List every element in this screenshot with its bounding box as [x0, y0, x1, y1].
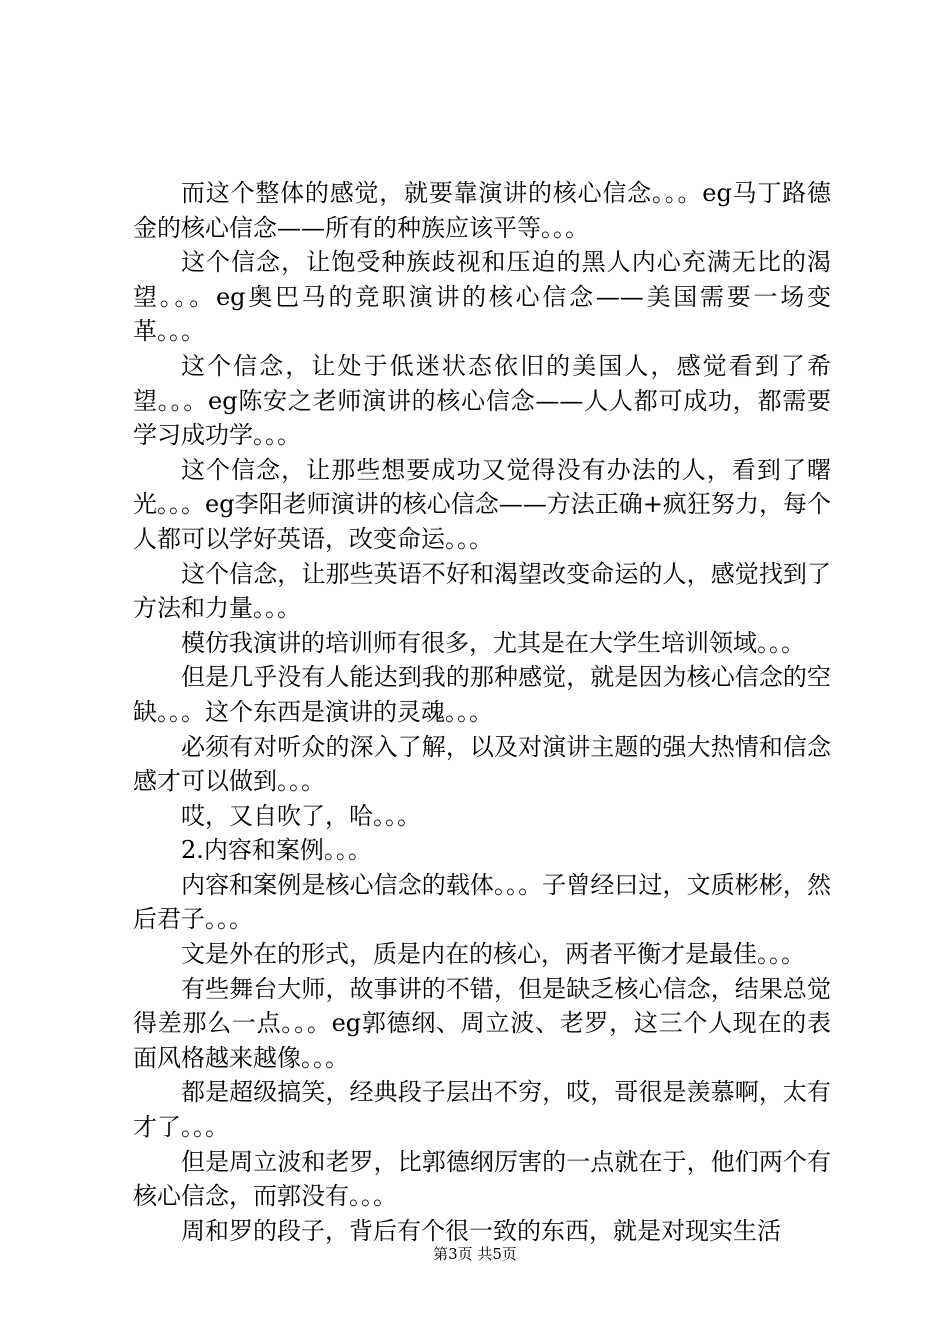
paragraph: 而这个整体的感觉，就要靠演讲的核心信念。。。eg马丁路德金的核心信念——所有的种族应该平等。。。 [133, 179, 831, 242]
paragraph: 必须有对听众的深入了解，以及对演讲主题的强大热情和信念感才可以做到。。。 [133, 732, 831, 796]
paragraph: 但是周立波和老罗，比郭德纲厉害的一点就在于，他们两个有核心信念，而郭没有。。。 [133, 1147, 831, 1211]
paragraph: 都是超级搞笑，经典段子层出不穷，哎，哥很是羡慕啊，太有才了。。。 [133, 1078, 831, 1142]
paragraph: 这个信念，让处于低迷状态依旧的美国人，感觉看到了希望。。。eg陈安之老师演讲的核心信念——人人都可成功，都需要学习成功学。。。 [133, 351, 831, 450]
paragraph: 但是几乎没有人能达到我的那种感觉，就是因为核心信念的空缺。。。这个东西是演讲的灵魂。。。 [133, 663, 831, 726]
paragraph: 文是外在的形式，质是内在的核心，两者平衡才是最佳。。。 [181, 940, 805, 969]
paragraph: 这个信念，让饱受种族歧视和压迫的黑人内心充满无比的渴望。。。eg奥巴马的竞职演讲的核心信念——美国需要一场变革。。。 [133, 248, 831, 346]
paragraph: 哎，又自吹了，哈。。。 [181, 801, 421, 830]
paragraph: 有些舞台大师，故事讲的不错，但是缺乏核心信念，结果总觉得差那么一点。。。eg郭德纲、周立波、老罗，这三个人现在的表面风格越来越像。。。 [133, 974, 831, 1072]
paragraph: 周和罗的段子，背后有个很一致的东西，就是对现实生活 [181, 1216, 781, 1245]
paragraph: 模仿我演讲的培训师有很多，尤其是在大学生培训领域。。。 [181, 628, 805, 657]
paragraph: 这个信念，让那些英语不好和渴望改变命运的人，感觉找到了方法和力量。。。 [133, 559, 831, 623]
document-body [133, 176, 831, 1248]
section-heading: 2.内容和案例。。。 [181, 836, 372, 865]
paragraph: 这个信念，让那些想要成功又觉得没有办法的人，看到了曙光。。。eg李阳老师演讲的核心信念——方法正确+疯狂努力，每个人都可以学好英语，改变命运。。。 [133, 455, 831, 553]
page-number-footer: 第3页 共5页 [433, 1245, 517, 1263]
paragraph: 内容和案例是核心信念的载体。。。子曾经曰过，文质彬彬，然后君子。。。 [133, 870, 831, 934]
